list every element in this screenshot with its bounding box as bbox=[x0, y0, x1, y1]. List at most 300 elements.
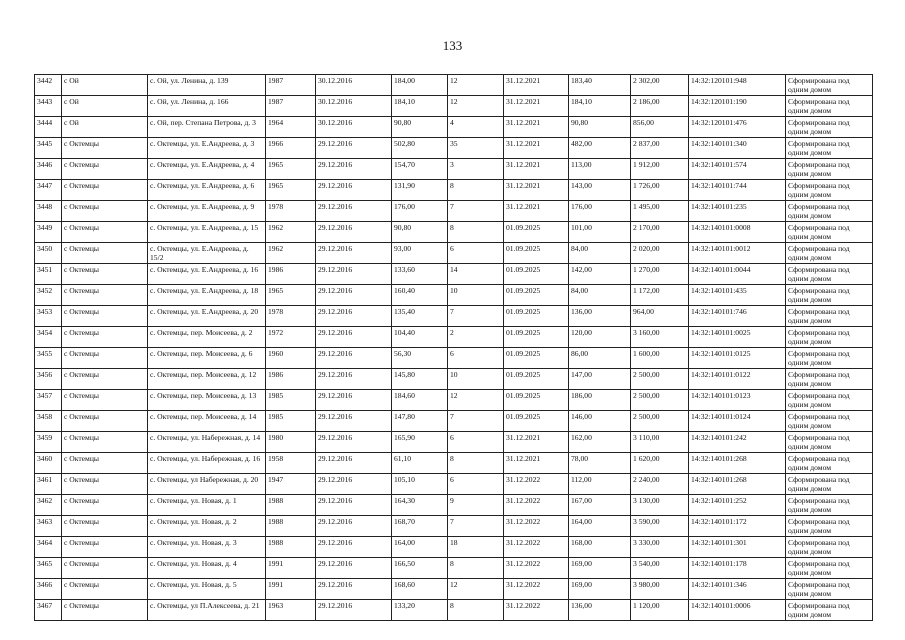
cell-address: с. Октемцы, пер. Моисеева, д. 13 bbox=[148, 390, 266, 411]
cell-cadastral-number: 14:32:120101:948 bbox=[689, 75, 786, 96]
cell-area: 502,80 bbox=[392, 138, 448, 159]
cell-area: 105,10 bbox=[392, 474, 448, 495]
cell-deadline-date: 31.12.2021 bbox=[504, 138, 569, 159]
cell-living-area: 136,00 bbox=[569, 600, 631, 621]
cell-status: Сформирована под одним домом bbox=[786, 453, 873, 474]
cell-land-area: 1 620,00 bbox=[631, 453, 689, 474]
cell-settlement: с Октемцы bbox=[62, 159, 148, 180]
cell-settlement: с Октемцы bbox=[62, 432, 148, 453]
cell-deadline-date: 01.09.2025 bbox=[504, 369, 569, 390]
cell-living-area: 78,00 bbox=[569, 453, 631, 474]
cell-land-area: 2 302,00 bbox=[631, 75, 689, 96]
cell-build-year: 1986 bbox=[266, 264, 316, 285]
cell-land-area: 3 160,00 bbox=[631, 327, 689, 348]
table-row bbox=[35, 138, 873, 159]
cell-deadline-date: 31.12.2022 bbox=[504, 537, 569, 558]
cell-deadline-date: 31.12.2021 bbox=[504, 159, 569, 180]
cell-date: 30.12.2016 bbox=[316, 96, 392, 117]
cell-build-year: 1987 bbox=[266, 96, 316, 117]
table-row bbox=[35, 453, 873, 474]
cell-residents: 12 bbox=[448, 96, 504, 117]
cell-living-area: 183,40 bbox=[569, 75, 631, 96]
cell-date: 29.12.2016 bbox=[316, 558, 392, 579]
cell-build-year: 1965 bbox=[266, 159, 316, 180]
cell-deadline-date: 01.09.2025 bbox=[504, 243, 569, 264]
cell-build-year: 1985 bbox=[266, 411, 316, 432]
cell-living-area: 142,00 bbox=[569, 264, 631, 285]
table-row bbox=[35, 96, 873, 117]
cell-cadastral-number: 14:32:140101:340 bbox=[689, 138, 786, 159]
cell-settlement: с Октемцы bbox=[62, 285, 148, 306]
cell-row-number: 3450 bbox=[35, 243, 62, 264]
cell-row-number: 3446 bbox=[35, 159, 62, 180]
cell-area: 160,40 bbox=[392, 285, 448, 306]
cell-row-number: 3449 bbox=[35, 222, 62, 243]
cell-address: с. Октемцы, ул. Е.Андреева, д. 3 bbox=[148, 138, 266, 159]
cell-living-area: 162,00 bbox=[569, 432, 631, 453]
cell-row-number: 3444 bbox=[35, 117, 62, 138]
cell-address: с. Октемцы, ул. Новая, д. 5 bbox=[148, 579, 266, 600]
table-row bbox=[35, 180, 873, 201]
cell-status: Сформирована под одним домом bbox=[786, 285, 873, 306]
cell-living-area: 84,00 bbox=[569, 243, 631, 264]
cell-land-area: 3 590,00 bbox=[631, 516, 689, 537]
cell-cadastral-number: 14:32:140101:744 bbox=[689, 180, 786, 201]
cell-land-area: 1 726,00 bbox=[631, 180, 689, 201]
cell-area: 61,10 bbox=[392, 453, 448, 474]
cell-land-area: 964,00 bbox=[631, 306, 689, 327]
cell-land-area: 2 500,00 bbox=[631, 369, 689, 390]
cell-build-year: 1991 bbox=[266, 558, 316, 579]
cell-area: 133,60 bbox=[392, 264, 448, 285]
cell-land-area: 3 330,00 bbox=[631, 537, 689, 558]
cell-land-area: 1 600,00 bbox=[631, 348, 689, 369]
cell-cadastral-number: 14:32:120101:476 bbox=[689, 117, 786, 138]
table-row bbox=[35, 411, 873, 432]
cell-area: 56,30 bbox=[392, 348, 448, 369]
cell-build-year: 1980 bbox=[266, 432, 316, 453]
cell-land-area: 2 837,00 bbox=[631, 138, 689, 159]
cell-area: 164,00 bbox=[392, 537, 448, 558]
cell-area: 154,70 bbox=[392, 159, 448, 180]
cell-residents: 7 bbox=[448, 306, 504, 327]
cell-build-year: 1962 bbox=[266, 243, 316, 264]
cell-status: Сформирована под одним домом bbox=[786, 537, 873, 558]
cell-status: Сформирована под одним домом bbox=[786, 432, 873, 453]
cell-residents: 8 bbox=[448, 600, 504, 621]
cell-land-area: 856,00 bbox=[631, 117, 689, 138]
cell-status: Сформирована под одним домом bbox=[786, 222, 873, 243]
cell-deadline-date: 01.09.2025 bbox=[504, 390, 569, 411]
cell-deadline-date: 31.12.2022 bbox=[504, 600, 569, 621]
cell-settlement: с Ой bbox=[62, 117, 148, 138]
cell-row-number: 3452 bbox=[35, 285, 62, 306]
cell-cadastral-number: 14:32:140101:0006 bbox=[689, 600, 786, 621]
cell-build-year: 1958 bbox=[266, 453, 316, 474]
table-row bbox=[35, 537, 873, 558]
cell-status: Сформирована под одним домом bbox=[786, 495, 873, 516]
cell-cadastral-number: 14:32:140101:0008 bbox=[689, 222, 786, 243]
cell-row-number: 3454 bbox=[35, 327, 62, 348]
cell-date: 29.12.2016 bbox=[316, 600, 392, 621]
cell-date: 29.12.2016 bbox=[316, 390, 392, 411]
cell-deadline-date: 31.12.2021 bbox=[504, 180, 569, 201]
cell-status: Сформирована под одним домом bbox=[786, 600, 873, 621]
cell-date: 29.12.2016 bbox=[316, 159, 392, 180]
cell-residents: 10 bbox=[448, 369, 504, 390]
cell-address: с. Ой, ул. Ленина, д. 166 bbox=[148, 96, 266, 117]
table-row bbox=[35, 432, 873, 453]
cell-area: 93,00 bbox=[392, 243, 448, 264]
cell-area: 133,20 bbox=[392, 600, 448, 621]
cell-build-year: 1947 bbox=[266, 474, 316, 495]
cell-living-area: 113,00 bbox=[569, 159, 631, 180]
cell-build-year: 1972 bbox=[266, 327, 316, 348]
cell-date: 29.12.2016 bbox=[316, 180, 392, 201]
cell-deadline-date: 31.12.2021 bbox=[504, 117, 569, 138]
cell-row-number: 3455 bbox=[35, 348, 62, 369]
cell-settlement: с Ой bbox=[62, 75, 148, 96]
cell-living-area: 90,80 bbox=[569, 117, 631, 138]
cell-area: 90,80 bbox=[392, 117, 448, 138]
cell-status: Сформирована под одним домом bbox=[786, 264, 873, 285]
cell-area: 104,40 bbox=[392, 327, 448, 348]
cell-address: с. Октемцы, ул. Е.Андреева, д. 20 bbox=[148, 306, 266, 327]
cell-status: Сформирована под одним домом bbox=[786, 96, 873, 117]
cell-row-number: 3466 bbox=[35, 579, 62, 600]
cell-settlement: с Октемцы bbox=[62, 138, 148, 159]
cell-residents: 7 bbox=[448, 516, 504, 537]
cell-build-year: 1985 bbox=[266, 390, 316, 411]
cell-address: с. Октемцы, ул Набережная, д. 20 bbox=[148, 474, 266, 495]
cell-living-area: 147,00 bbox=[569, 369, 631, 390]
cell-build-year: 1988 bbox=[266, 537, 316, 558]
cell-date: 30.12.2016 bbox=[316, 117, 392, 138]
cell-status: Сформирована под одним домом bbox=[786, 390, 873, 411]
cell-build-year: 1988 bbox=[266, 516, 316, 537]
cell-build-year: 1978 bbox=[266, 201, 316, 222]
cell-date: 29.12.2016 bbox=[316, 264, 392, 285]
cell-settlement: с Октемцы bbox=[62, 390, 148, 411]
cell-status: Сформирована под одним домом bbox=[786, 474, 873, 495]
cell-deadline-date: 31.12.2021 bbox=[504, 75, 569, 96]
cell-status: Сформирована под одним домом bbox=[786, 159, 873, 180]
cell-date: 29.12.2016 bbox=[316, 432, 392, 453]
cell-area: 147,80 bbox=[392, 411, 448, 432]
cell-land-area: 2 240,00 bbox=[631, 474, 689, 495]
cell-cadastral-number: 14:32:140101:746 bbox=[689, 306, 786, 327]
cell-address: с. Октемцы, ул. Новая, д. 2 bbox=[148, 516, 266, 537]
cell-deadline-date: 31.12.2022 bbox=[504, 516, 569, 537]
cell-deadline-date: 31.12.2021 bbox=[504, 453, 569, 474]
cell-settlement: с Октемцы bbox=[62, 243, 148, 264]
cell-cadastral-number: 14:32:140101:0124 bbox=[689, 411, 786, 432]
cell-cadastral-number: 14:32:140101:178 bbox=[689, 558, 786, 579]
cell-living-area: 176,00 bbox=[569, 201, 631, 222]
cell-address: с. Октемцы, ул. Новая, д. 4 bbox=[148, 558, 266, 579]
cell-residents: 8 bbox=[448, 180, 504, 201]
cell-living-area: 146,00 bbox=[569, 411, 631, 432]
cell-date: 29.12.2016 bbox=[316, 537, 392, 558]
cell-settlement: с Октемцы bbox=[62, 600, 148, 621]
cell-settlement: с Октемцы bbox=[62, 348, 148, 369]
cell-living-area: 120,00 bbox=[569, 327, 631, 348]
cell-cadastral-number: 14:32:140101:435 bbox=[689, 285, 786, 306]
cell-cadastral-number: 14:32:140101:172 bbox=[689, 516, 786, 537]
cell-status: Сформирована под одним домом bbox=[786, 369, 873, 390]
cell-residents: 6 bbox=[448, 348, 504, 369]
cell-address: с. Октемцы, ул. Е.Андреева, д. 9 bbox=[148, 201, 266, 222]
cell-living-area: 136,00 bbox=[569, 306, 631, 327]
cell-settlement: с Октемцы bbox=[62, 180, 148, 201]
cell-settlement: с Октемцы bbox=[62, 306, 148, 327]
cell-row-number: 3443 bbox=[35, 96, 62, 117]
cell-residents: 12 bbox=[448, 579, 504, 600]
table-row bbox=[35, 327, 873, 348]
cell-area: 164,30 bbox=[392, 495, 448, 516]
cell-land-area: 2 500,00 bbox=[631, 411, 689, 432]
cell-address: с. Октемцы, ул. Новая, д. 3 bbox=[148, 537, 266, 558]
cell-area: 168,70 bbox=[392, 516, 448, 537]
cell-settlement: с Октемцы bbox=[62, 558, 148, 579]
cell-row-number: 3462 bbox=[35, 495, 62, 516]
table-row bbox=[35, 348, 873, 369]
cell-date: 29.12.2016 bbox=[316, 495, 392, 516]
cell-build-year: 1986 bbox=[266, 369, 316, 390]
cell-residents: 18 bbox=[448, 537, 504, 558]
cell-status: Сформирована под одним домом bbox=[786, 411, 873, 432]
cell-cadastral-number: 14:32:140101:242 bbox=[689, 432, 786, 453]
cell-row-number: 3448 bbox=[35, 201, 62, 222]
cell-land-area: 2 020,00 bbox=[631, 243, 689, 264]
cell-row-number: 3463 bbox=[35, 516, 62, 537]
table-row bbox=[35, 474, 873, 495]
cell-land-area: 2 186,00 bbox=[631, 96, 689, 117]
cell-date: 29.12.2016 bbox=[316, 201, 392, 222]
cell-deadline-date: 31.12.2021 bbox=[504, 201, 569, 222]
cell-land-area: 2 500,00 bbox=[631, 390, 689, 411]
cell-land-area: 1 912,00 bbox=[631, 159, 689, 180]
cell-date: 29.12.2016 bbox=[316, 579, 392, 600]
cell-cadastral-number: 14:32:140101:0123 bbox=[689, 390, 786, 411]
cell-row-number: 3465 bbox=[35, 558, 62, 579]
cell-settlement: с Октемцы bbox=[62, 411, 148, 432]
cell-settlement: с Ой bbox=[62, 96, 148, 117]
table-row bbox=[35, 558, 873, 579]
cell-land-area: 3 110,00 bbox=[631, 432, 689, 453]
cell-date: 30.12.2016 bbox=[316, 75, 392, 96]
cell-deadline-date: 01.09.2025 bbox=[504, 411, 569, 432]
cell-address: с. Октемцы, пер. Моисеева, д. 6 bbox=[148, 348, 266, 369]
cell-settlement: с Октемцы bbox=[62, 201, 148, 222]
cell-area: 165,90 bbox=[392, 432, 448, 453]
cell-residents: 4 bbox=[448, 117, 504, 138]
cell-deadline-date: 01.09.2025 bbox=[504, 348, 569, 369]
cell-living-area: 84,00 bbox=[569, 285, 631, 306]
cell-area: 145,80 bbox=[392, 369, 448, 390]
cell-residents: 8 bbox=[448, 453, 504, 474]
cell-residents: 12 bbox=[448, 390, 504, 411]
cell-area: 168,60 bbox=[392, 579, 448, 600]
cell-living-area: 143,00 bbox=[569, 180, 631, 201]
cell-residents: 7 bbox=[448, 411, 504, 432]
cell-row-number: 3457 bbox=[35, 390, 62, 411]
cell-living-area: 86,00 bbox=[569, 348, 631, 369]
cell-date: 29.12.2016 bbox=[316, 369, 392, 390]
cell-address: с. Октемцы, ул. Е.Андреева, д. 6 bbox=[148, 180, 266, 201]
table-row bbox=[35, 117, 873, 138]
cell-row-number: 3445 bbox=[35, 138, 62, 159]
cell-residents: 6 bbox=[448, 474, 504, 495]
cell-address: с. Ой, ул. Ленина, д. 139 bbox=[148, 75, 266, 96]
cell-living-area: 101,00 bbox=[569, 222, 631, 243]
cell-row-number: 3451 bbox=[35, 264, 62, 285]
cell-residents: 6 bbox=[448, 243, 504, 264]
cell-living-area: 168,00 bbox=[569, 537, 631, 558]
cell-land-area: 1 270,00 bbox=[631, 264, 689, 285]
cell-cadastral-number: 14:32:140101:574 bbox=[689, 159, 786, 180]
table-row bbox=[35, 285, 873, 306]
cell-address: с. Октемцы, ул. Набережная, д. 14 bbox=[148, 432, 266, 453]
cell-build-year: 1991 bbox=[266, 579, 316, 600]
cell-status: Сформирована под одним домом bbox=[786, 327, 873, 348]
cell-cadastral-number: 14:32:140101:0012 bbox=[689, 243, 786, 264]
cell-area: 184,00 bbox=[392, 75, 448, 96]
table-row bbox=[35, 159, 873, 180]
cell-row-number: 3453 bbox=[35, 306, 62, 327]
cell-build-year: 1960 bbox=[266, 348, 316, 369]
cell-status: Сформирована под одним домом bbox=[786, 75, 873, 96]
cell-land-area: 1 495,00 bbox=[631, 201, 689, 222]
cell-row-number: 3460 bbox=[35, 453, 62, 474]
cell-row-number: 3458 bbox=[35, 411, 62, 432]
cell-row-number: 3464 bbox=[35, 537, 62, 558]
table-row bbox=[35, 306, 873, 327]
cell-status: Сформирована под одним домом bbox=[786, 306, 873, 327]
cell-settlement: с Октемцы bbox=[62, 579, 148, 600]
cell-deadline-date: 31.12.2022 bbox=[504, 474, 569, 495]
cell-land-area: 1 120,00 bbox=[631, 600, 689, 621]
cell-date: 29.12.2016 bbox=[316, 222, 392, 243]
cell-cadastral-number: 14:32:140101:0025 bbox=[689, 327, 786, 348]
registry-table bbox=[34, 74, 873, 621]
cell-deadline-date: 01.09.2025 bbox=[504, 222, 569, 243]
cell-deadline-date: 01.09.2025 bbox=[504, 285, 569, 306]
cell-settlement: с Октемцы bbox=[62, 222, 148, 243]
cell-area: 135,40 bbox=[392, 306, 448, 327]
cell-address: с. Октемцы, ул. Набережная, д. 16 bbox=[148, 453, 266, 474]
table-row bbox=[35, 600, 873, 621]
cell-settlement: с Октемцы bbox=[62, 369, 148, 390]
cell-residents: 8 bbox=[448, 558, 504, 579]
cell-status: Сформирована под одним домом bbox=[786, 558, 873, 579]
cell-deadline-date: 31.12.2021 bbox=[504, 96, 569, 117]
cell-date: 29.12.2016 bbox=[316, 453, 392, 474]
cell-address: с. Октемцы, ул. Е.Андреева, д. 18 bbox=[148, 285, 266, 306]
cell-settlement: с Октемцы bbox=[62, 474, 148, 495]
table-row bbox=[35, 579, 873, 600]
cell-living-area: 482,00 bbox=[569, 138, 631, 159]
cell-row-number: 3461 bbox=[35, 474, 62, 495]
table-row bbox=[35, 390, 873, 411]
table-row bbox=[35, 369, 873, 390]
cell-area: 184,10 bbox=[392, 96, 448, 117]
cell-area: 176,00 bbox=[392, 201, 448, 222]
cell-address: с. Октемцы, ул. Е.Андреева, д. 16 bbox=[148, 264, 266, 285]
cell-address: с. Ой, пер. Степана Петрова, д. 3 bbox=[148, 117, 266, 138]
cell-residents: 10 bbox=[448, 285, 504, 306]
cell-date: 29.12.2016 bbox=[316, 348, 392, 369]
cell-status: Сформирована под одним домом bbox=[786, 180, 873, 201]
cell-status: Сформирована под одним домом bbox=[786, 516, 873, 537]
cell-settlement: с Октемцы bbox=[62, 453, 148, 474]
cell-status: Сформирована под одним домом bbox=[786, 117, 873, 138]
cell-living-area: 169,00 bbox=[569, 579, 631, 600]
cell-date: 29.12.2016 bbox=[316, 243, 392, 264]
cell-cadastral-number: 14:32:140101:235 bbox=[689, 201, 786, 222]
cell-row-number: 3459 bbox=[35, 432, 62, 453]
cell-address: с. Октемцы, ул. Новая, д. 1 bbox=[148, 495, 266, 516]
cell-cadastral-number: 14:32:140101:252 bbox=[689, 495, 786, 516]
cell-area: 131,90 bbox=[392, 180, 448, 201]
cell-deadline-date: 01.09.2025 bbox=[504, 306, 569, 327]
cell-build-year: 1987 bbox=[266, 75, 316, 96]
cell-land-area: 2 170,00 bbox=[631, 222, 689, 243]
cell-land-area: 3 130,00 bbox=[631, 495, 689, 516]
cell-residents: 7 bbox=[448, 201, 504, 222]
cell-land-area: 3 980,00 bbox=[631, 579, 689, 600]
cell-residents: 14 bbox=[448, 264, 504, 285]
cell-row-number: 3442 bbox=[35, 75, 62, 96]
cell-cadastral-number: 14:32:140101:346 bbox=[689, 579, 786, 600]
cell-residents: 6 bbox=[448, 432, 504, 453]
cell-status: Сформирована под одним домом bbox=[786, 243, 873, 264]
page-number: 133 bbox=[442, 38, 463, 53]
cell-living-area: 112,00 bbox=[569, 474, 631, 495]
cell-date: 29.12.2016 bbox=[316, 138, 392, 159]
cell-row-number: 3467 bbox=[35, 600, 62, 621]
cell-cadastral-number: 14:32:140101:0044 bbox=[689, 264, 786, 285]
cell-status: Сформирована под одним домом bbox=[786, 201, 873, 222]
table-row bbox=[35, 243, 873, 264]
cell-build-year: 1965 bbox=[266, 285, 316, 306]
cell-residents: 8 bbox=[448, 222, 504, 243]
cell-build-year: 1962 bbox=[266, 222, 316, 243]
cell-land-area: 1 172,00 bbox=[631, 285, 689, 306]
cell-deadline-date: 31.12.2022 bbox=[504, 579, 569, 600]
cell-living-area: 167,00 bbox=[569, 495, 631, 516]
cell-residents: 35 bbox=[448, 138, 504, 159]
cell-cadastral-number: 14:32:140101:0122 bbox=[689, 369, 786, 390]
cell-date: 29.12.2016 bbox=[316, 285, 392, 306]
cell-residents: 9 bbox=[448, 495, 504, 516]
cell-deadline-date: 31.12.2021 bbox=[504, 432, 569, 453]
cell-row-number: 3447 bbox=[35, 180, 62, 201]
cell-cadastral-number: 14:32:140101:268 bbox=[689, 453, 786, 474]
cell-residents: 3 bbox=[448, 159, 504, 180]
cell-date: 29.12.2016 bbox=[316, 474, 392, 495]
cell-settlement: с Октемцы bbox=[62, 327, 148, 348]
cell-address: с. Октемцы, ул. Е.Андреева, д. 15/2 bbox=[148, 243, 266, 264]
cell-build-year: 1988 bbox=[266, 495, 316, 516]
table-row bbox=[35, 201, 873, 222]
cell-date: 29.12.2016 bbox=[316, 327, 392, 348]
cell-settlement: с Октемцы bbox=[62, 264, 148, 285]
cell-address: с. Октемцы, ул П.Алексеева, д. 21 bbox=[148, 600, 266, 621]
cell-address: с. Октемцы, пер. Моисеева, д. 2 bbox=[148, 327, 266, 348]
cell-cadastral-number: 14:32:120101:190 bbox=[689, 96, 786, 117]
cell-residents: 2 bbox=[448, 327, 504, 348]
